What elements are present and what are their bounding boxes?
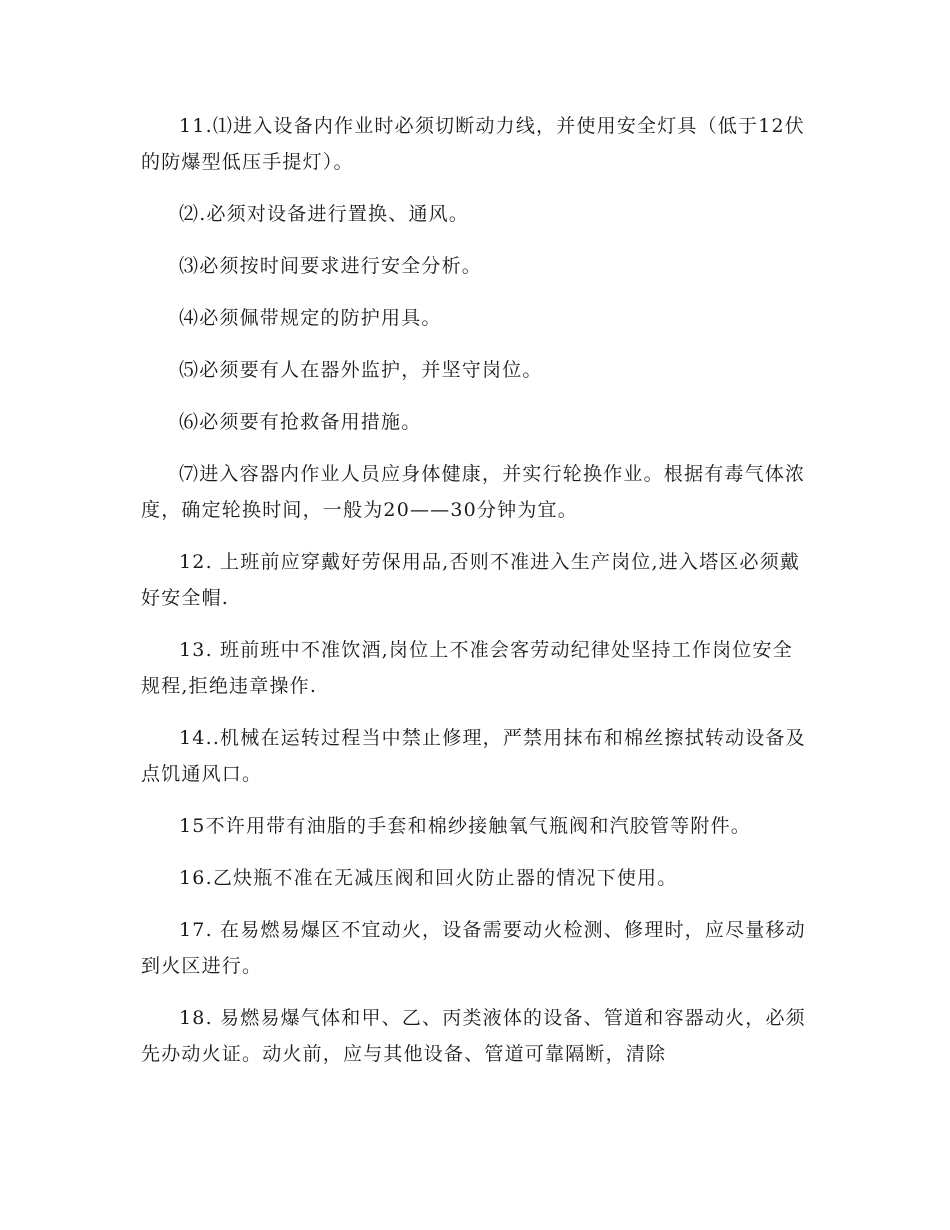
paragraph-11-4: ⑷必须佩带规定的防护用具。 bbox=[179, 307, 442, 329]
paragraph-11-6: ⑹必须要有抢救备用措施。 bbox=[179, 411, 422, 433]
paragraph-11-5: ⑸必须要有人在器外监护，并坚守岗位。 bbox=[179, 359, 543, 381]
paragraph-16: 16.乙炔瓶不准在无减压阀和回火防止器的情况下使用。 bbox=[179, 867, 678, 889]
paragraph-11-3: ⑶必须按时间要求进行安全分析。 bbox=[179, 255, 483, 277]
paragraph-13: 13. 班前班中不准饮酒,岗位上不准会客劳动纪律处坚持工作岗位安全规程,拒绝违章操作. bbox=[141, 639, 793, 697]
paragraph-11-7: ⑺进入容器内作业人员应身体健康，并实行轮换作业。根据有毒气体浓度，确定轮换时间，一般为20——30分钟为宜。 bbox=[141, 463, 806, 521]
paragraph-14: 14..机械在运转过程当中禁止修理，严禁用抹布和棉丝擦拭转动设备及点饥通风口。 bbox=[141, 727, 806, 785]
paragraph-15: 15不许用带有油脂的手套和棉纱接触氧气瓶阀和汽胶管等附件。 bbox=[179, 815, 751, 837]
paragraph-11-2: ⑵.必须对设备进行置换、通风。 bbox=[179, 203, 470, 225]
paragraph-11-1: 11.⑴进入设备内作业时必须切断动力线，并使用安全灯具（低于12伏的防爆型低压手提灯）。 bbox=[141, 115, 805, 173]
document-body bbox=[141, 108, 811, 1088]
paragraph-12: 12. 上班前应穿戴好劳保用品,否则不准进入生产岗位,进入塔区必须戴好安全帽. bbox=[141, 551, 801, 609]
paragraph-18: 18. 易燃易爆气体和甲、乙、丙类液体的设备、管道和容器动火，必须先办动火证。动火前，应与其他设备、管道可靠隔断，清除 bbox=[141, 1007, 806, 1065]
paragraph-17: 17. 在易燃易爆区不宜动火，设备需要动火检测、修理时，应尽量移动到火区进行。 bbox=[141, 919, 806, 977]
